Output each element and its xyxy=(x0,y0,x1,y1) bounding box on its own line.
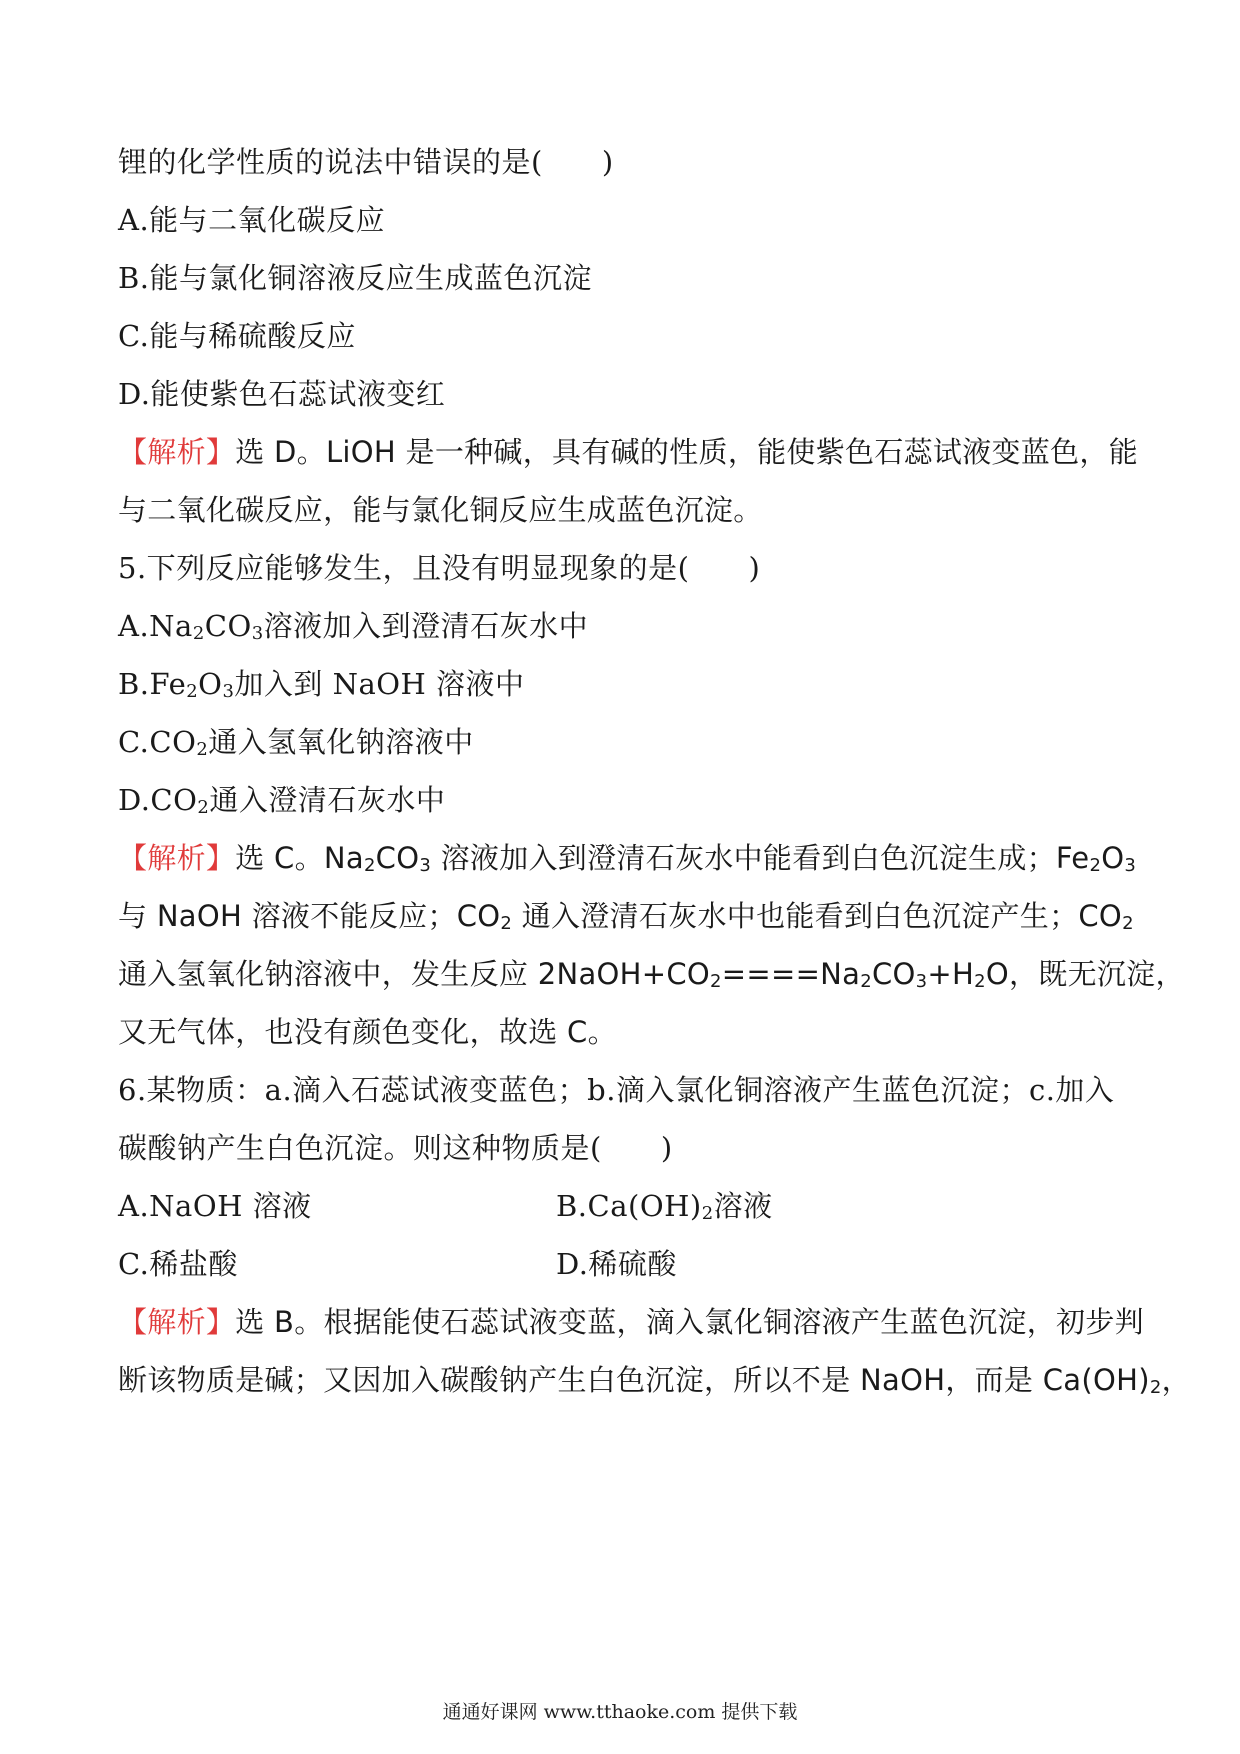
q6-stem-line-1: 6.某物质：a.滴入石蕊试液变蓝色；b.滴入氯化铜溶液产生蓝色沉淀；c.加入 xyxy=(118,1073,1115,1107)
q5-option-a: $A.Na_2CO_3$溶液加入到澄清石灰水中 xyxy=(118,609,589,645)
q5-analysis-line-3: 通入氢氧化钠溶液中，发生反应 $2NaOH+CO_2====Na_2CO_3+H_2O$，既无沉淀， xyxy=(118,957,1185,993)
q4-option-c: C.能与稀硫酸反应 xyxy=(118,319,356,353)
q6-option-d: D.稀硫酸 xyxy=(556,1247,677,1281)
q5-option-c: $C.CO_2$通入氢氧化钠溶液中 xyxy=(118,725,474,761)
analysis-tag: 【解析】 xyxy=(118,841,236,875)
q4-option-d: D.能使紫色石蕊试液变红 xyxy=(118,377,446,411)
q6-option-a: A.NaOH 溶液 xyxy=(118,1189,312,1223)
q5-analysis-line-4: 又无气体，也没有颜色变化，故选 C。 xyxy=(118,1015,617,1049)
q5-option-b: $B.Fe_2O_3$加入到 NaOH 溶液中 xyxy=(118,667,525,703)
q6-analysis-line-1: 【解析】选 B。根据能使石蕊试液变蓝，滴入氯化铜溶液产生蓝色沉淀，初步判 xyxy=(118,1305,1144,1339)
q6-option-b: $B.Ca(OH)_2$溶液 xyxy=(556,1189,773,1225)
analysis-tag: 【解析】 xyxy=(118,1305,236,1339)
q4-option-b: B.能与氯化铜溶液反应生成蓝色沉淀 xyxy=(118,261,593,295)
q5-stem: 5.下列反应能够发生，且没有明显现象的是( ) xyxy=(118,551,761,585)
q4-analysis-line-2: 与二氧化碳反应，能与氯化铜反应生成蓝色沉淀。 xyxy=(118,493,763,527)
page-footer: 通通好课网 www.tthaoke.com 提供下载 xyxy=(442,1701,798,1723)
q5-analysis-line-2: 与 NaOH 溶液不能反应；$CO_2$ 通入澄清石灰水中也能看到白色沉淀产生；$CO_2$ xyxy=(118,899,1134,935)
analysis-tag: 【解析】 xyxy=(118,435,236,469)
q5-analysis-line-1: 【解析】选 C。$Na_2CO_3$ 溶液加入到澄清石灰水中能看到白色沉淀生成；$Fe_2O_3$ xyxy=(118,841,1137,877)
q4-stem: 锂的化学性质的说法中错误的是( ) xyxy=(118,145,614,179)
q4-option-a: A.能与二氧化碳反应 xyxy=(118,203,386,237)
q6-stem-line-2: 碳酸钠产生白色沉淀。则这种物质是( ) xyxy=(118,1131,673,1165)
q4-analysis-line-1: 【解析】选 D。LiOH 是一种碱，具有碱的性质，能使紫色石蕊试液变蓝色，能 xyxy=(118,435,1139,469)
q6-option-c: C.稀盐酸 xyxy=(118,1247,238,1281)
q6-analysis-line-2: 断该物质是碱；又因加入碳酸钠产生白色沉淀，所以不是 NaOH，而是 $Ca(OH)_2$， xyxy=(118,1363,1191,1399)
q5-option-d: $D.CO_2$通入澄清石灰水中 xyxy=(118,783,446,819)
